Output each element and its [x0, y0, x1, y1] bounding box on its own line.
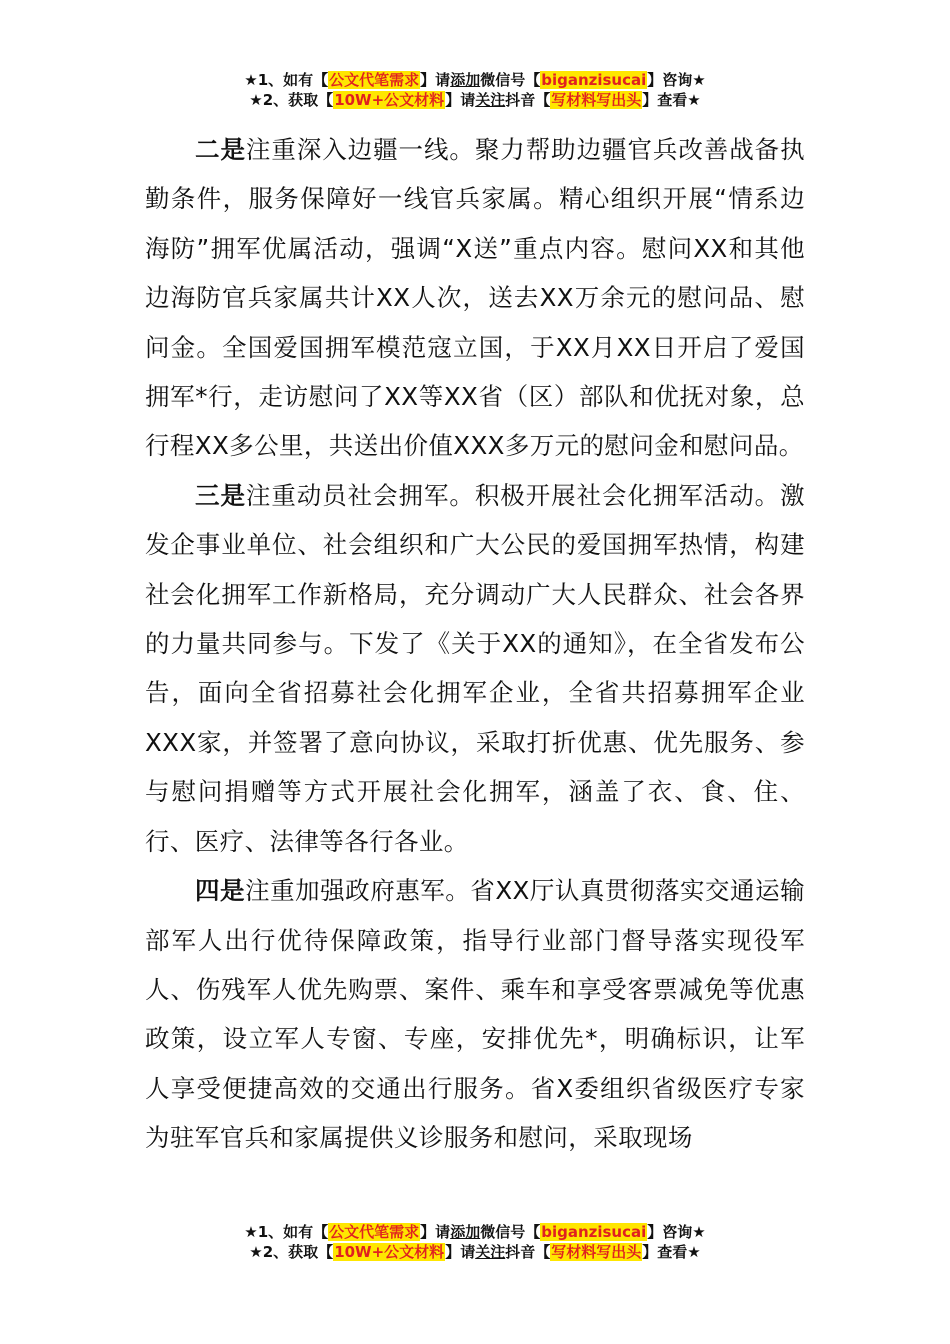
banner-text: 抖音【: [505, 91, 551, 109]
banner-text: ★1、如有【: [244, 1223, 329, 1241]
banner-highlight: 10W+公文材料: [334, 1243, 445, 1261]
banner-highlight: 公文代笔需求: [329, 1223, 420, 1241]
paragraph-text: 注重深入边疆一线。聚力帮助边疆官兵改善战备执勤条件，服务保障好一线官兵家属。精心组织开展“情系边海防”拥军优属活动，强调“X送”重点内容。慰问XX和其他边海防官兵家属共计XX人次，送去XX万余元的慰问品、慰问金。全国爱国拥军模范寇立国，于XX月XX日开启了爱国拥军*行，走访慰问了XX等XX省（区）部队和优抚对象，总行程XX多公里，共送出价值XXX多万元的慰问金和慰问品。: [145, 135, 805, 461]
banner-highlight: 公文代笔需求: [329, 71, 420, 89]
document-body: [145, 125, 805, 1163]
banner-line-1: [0, 1222, 950, 1242]
banner-text: 】请: [420, 1223, 451, 1241]
banner-highlight: 10W+公文材料: [334, 91, 445, 109]
footer-banner: [0, 1222, 950, 1262]
banner-text: 微信号【: [480, 71, 541, 89]
banner-highlight: 写材料写出头: [551, 91, 642, 109]
banner-text: 】查看★: [642, 1243, 701, 1261]
banner-underlined: 添加: [450, 71, 481, 89]
header-banner: [0, 70, 950, 110]
paragraph: [145, 471, 805, 866]
paragraph-lead: 三是: [195, 480, 246, 510]
banner-underlined: 添加: [450, 1223, 481, 1241]
banner-line-2: [0, 1242, 950, 1262]
paragraph-lead: 四是: [195, 876, 246, 906]
banner-text: 】请: [420, 71, 451, 89]
banner-text: ★2、获取【: [249, 1243, 334, 1261]
banner-text: 】咨询★: [647, 1223, 706, 1241]
banner-text: 】请: [445, 1243, 476, 1261]
banner-underlined: 关注: [475, 91, 506, 109]
banner-text: 】请: [445, 91, 476, 109]
paragraph: [145, 125, 805, 471]
banner-text: 】咨询★: [647, 71, 706, 89]
banner-text: 抖音【: [505, 1243, 551, 1261]
banner-highlight: biganzisucai: [541, 1223, 647, 1241]
paragraph-text: 注重动员社会拥军。积极开展社会化拥军活动。激发企事业单位、社会组织和广大公民的爱国拥军热情，构建社会化拥军工作新格局，充分调动广大人民群众、社会各界的力量共同参与。下发了《关于XX的通知》，在全省发布公告，面向全省招募社会化拥军企业，全省共招募拥军企业XXX家，并签署了意向协议，采取打折优惠、优先服务、参与慰问捐赠等方式开展社会化拥军，涵盖了衣、食、住、行、医疗、法律等各行各业。: [145, 480, 805, 856]
paragraph-lead: 二是: [195, 135, 246, 164]
banner-underlined: 关注: [475, 1243, 506, 1261]
banner-text: ★1、如有【: [244, 71, 329, 89]
banner-highlight: biganzisucai: [541, 71, 647, 89]
paragraph-text: 注重加强政府惠军。省XX厅认真贯彻落实交通运输部军人出行优待保障政策，指导行业部门督导落实现役军人、伤残军人优先购票、案件、乘车和享受客票减免等优惠政策，设立军人专窗、专座，安排优先*，明确标识，让军人享受便捷高效的交通出行服务。省X委组织省级医疗专家为驻军官兵和家属提供义诊服务和慰问，采取现场: [145, 876, 805, 1153]
banner-text: 微信号【: [480, 1223, 541, 1241]
banner-text: 】查看★: [642, 91, 701, 109]
banner-line-1: [0, 70, 950, 90]
banner-text: ★2、获取【: [249, 91, 334, 109]
banner-line-2: [0, 90, 950, 110]
banner-highlight: 写材料写出头: [551, 1243, 642, 1261]
paragraph: [145, 866, 805, 1162]
